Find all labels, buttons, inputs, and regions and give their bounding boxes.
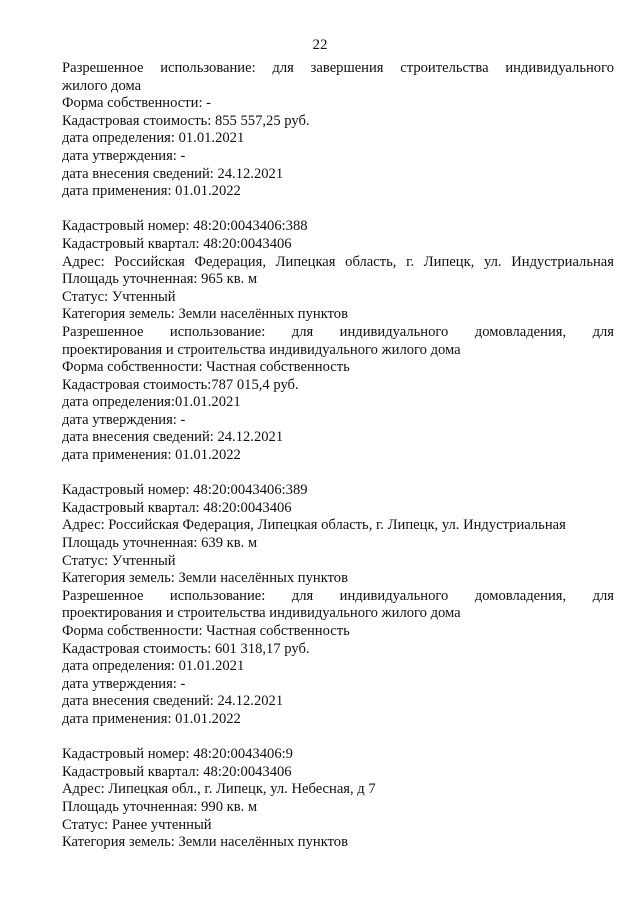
record-line: Кадастровый квартал: 48:20:0043406 [62,499,292,516]
record-line: Адрес: Российская Федерация, Липецкая область, г. Липецк, ул. Индустриальная [62,517,566,534]
record-line: Адрес: Российская Федерация, Липецкая область, г. Липецк, ул. Индустриальная [62,253,614,270]
record-line: Адрес: Липецкая обл., г. Липецк, ул. Небесная, д 7 [62,781,376,798]
record-line: Площадь уточненная: 639 кв. м [62,535,258,552]
record-line: проектирования и строительства индивидуального жилого дома [62,605,461,622]
land-plot-record [62,482,614,728]
record-line: Разрешенное использование: для завершения строительства индивидуального [62,60,614,76]
record-line: Разрешенное использование: для индивидуального домовладения, для [62,587,614,604]
record-line: Кадастровая стоимость: 601 318,17 руб. [62,640,310,657]
record-line: дата утверждения: - [62,675,186,692]
record-line: дата утверждения: - [62,147,186,164]
record-line: Кадастровая стоимость:787 015,4 руб. [62,376,299,393]
record-line: дата внесения сведений: 24.12.2021 [62,693,284,710]
record-line: Форма собственности: - [62,95,212,112]
record-line: Статус: Ранее учтенный [62,816,212,833]
record-line: дата внесения сведений: 24.12.2021 [62,429,284,446]
record-line: Кадастровый номер: 48:20:0043406:9 [62,746,293,763]
record-line: дата применения: 01.01.2022 [62,183,241,200]
record-line: Площадь уточненная: 990 кв. м [62,798,258,815]
record-line: Категория земель: Земли населённых пунктов [62,834,348,851]
land-plot-record [62,218,614,464]
record-line: Кадастровый номер: 48:20:0043406:389 [62,482,308,499]
record-line: дата применения: 01.01.2022 [62,447,241,464]
page-number: 22 [312,37,328,53]
record-line: дата применения: 01.01.2022 [62,710,241,727]
record-line: Форма собственности: Частная собственность [62,359,350,376]
record-line: Разрешенное использование: для индивидуального домовладения, для [62,323,614,340]
record-line: Площадь уточненная: 965 кв. м [62,271,258,288]
record-line: Кадастровый номер: 48:20:0043406:388 [62,218,308,235]
record-line: Кадастровый квартал: 48:20:0043406 [62,235,292,252]
record-line: Категория земель: Земли населённых пунктов [62,570,348,587]
record-line: проектирования и строительства индивидуального жилого дома [62,341,461,358]
record-line: дата утверждения: - [62,411,186,428]
record-line: дата внесения сведений: 24.12.2021 [62,165,284,182]
land-plot-record [62,60,614,201]
record-line: Категория земель: Земли населённых пунктов [62,306,348,323]
record-line: жилого дома [62,77,142,94]
record-line: Статус: Учтенный [62,288,176,305]
document-body [62,60,614,852]
record-line: Форма собственности: Частная собственность [62,623,350,639]
record-line: Статус: Учтенный [62,552,176,569]
record-line: Кадастровый квартал: 48:20:0043406 [62,763,292,780]
land-plot-record [62,746,614,852]
record-line: дата определения:01.01.2021 [62,394,241,411]
record-line: дата определения: 01.01.2021 [62,658,245,675]
record-line: дата определения: 01.01.2021 [62,130,245,147]
record-line: Кадастровая стоимость: 855 557,25 руб. [62,112,310,129]
